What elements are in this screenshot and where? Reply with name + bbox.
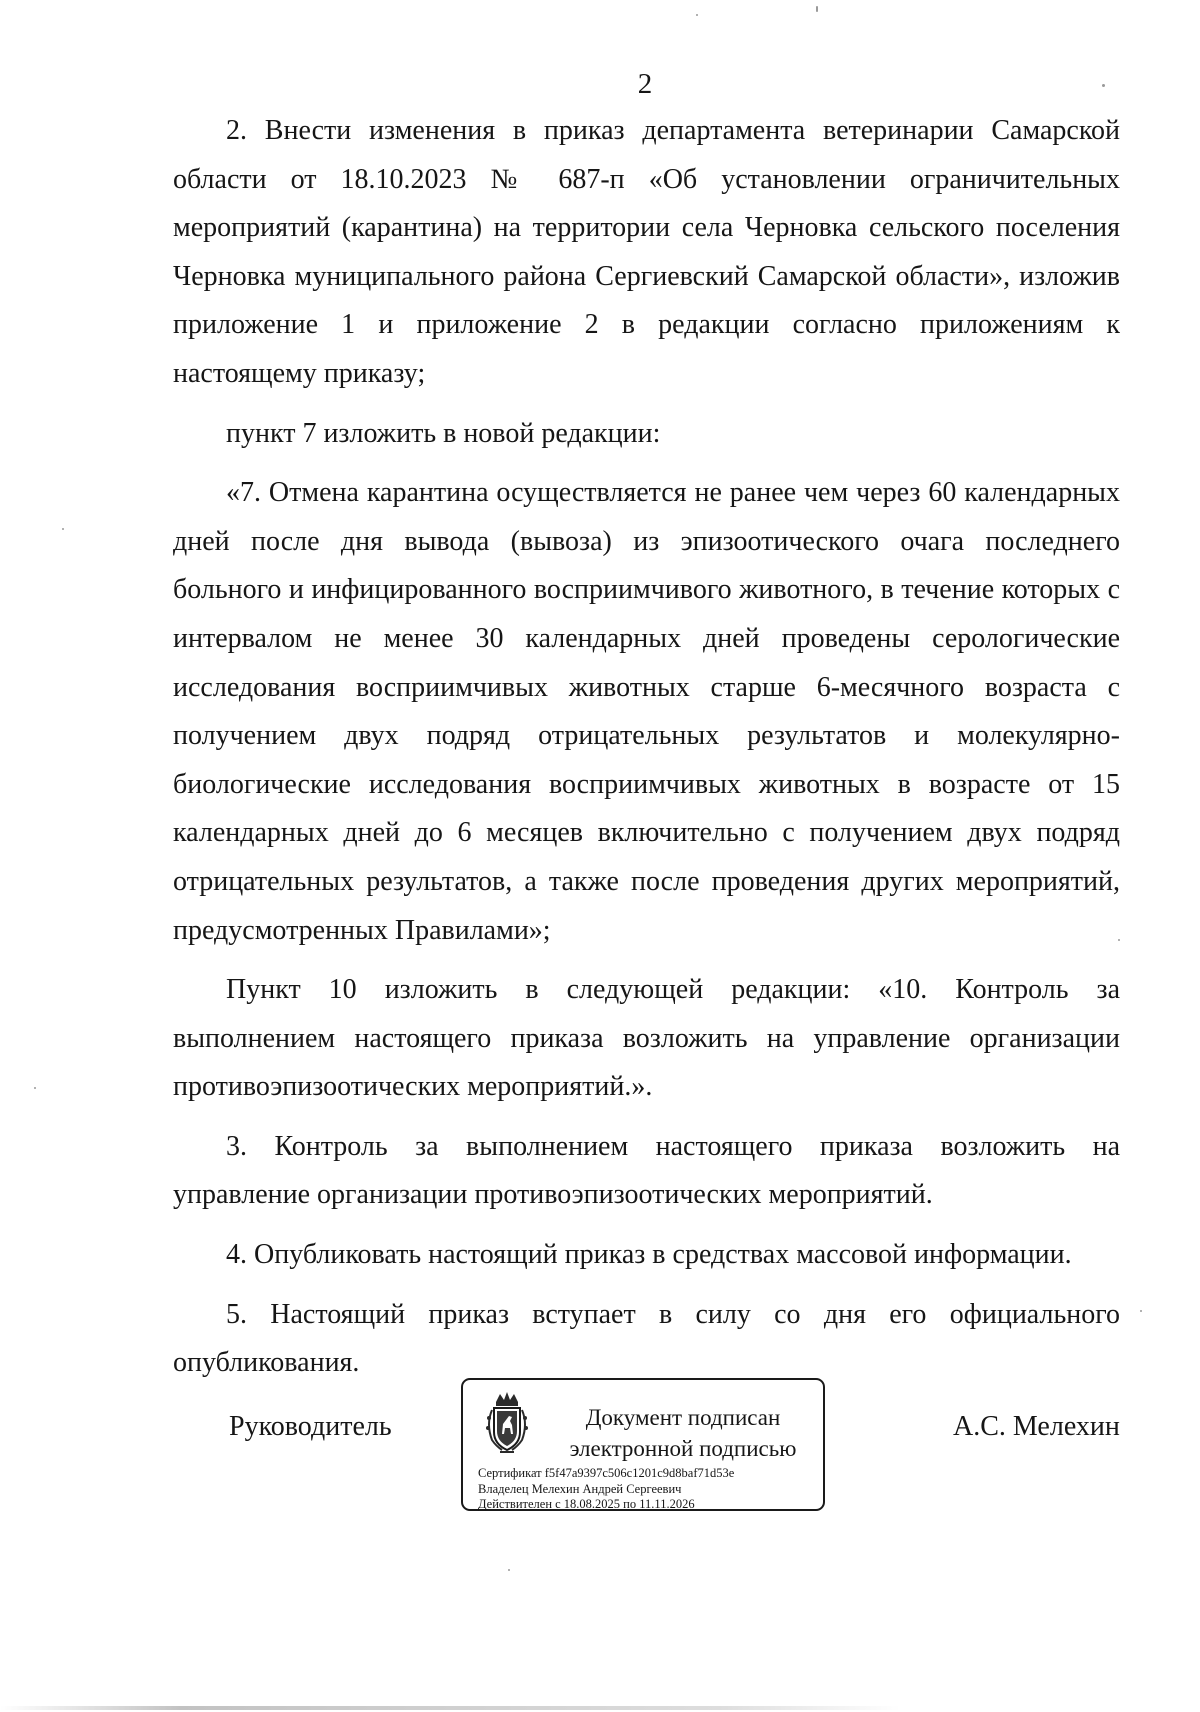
paragraph-effective: 5. Настоящий приказ вступает в силу со дня его официального опубликования. xyxy=(173,1298,1120,1379)
scan-speck xyxy=(1118,939,1120,941)
paragraph-amendment: 2. Внести изменения в приказ департамента ветеринарии Самарской области от 18.10.2023 № 687-п «Об установлении ограничительных мероприятий (карантина) на территории села Черновка сельского поселения Черновка муниципального района Сергиевский Самарской области», изложив приложение 1 и приложение 2 в редакции согласно приложениям к настоящему приказу; xyxy=(173,115,1120,389)
esign-title-line2: электронной подписью xyxy=(569,1436,797,1461)
signature-block xyxy=(0,1378,1200,1518)
paragraph-item10: Пункт 10 изложить в следующей редакции: «10. Контроль за выполнением настоящего приказа возложить на управление организации противоэпизоотических мероприятий.». xyxy=(173,974,1120,1103)
paragraph-item7-intro: пункт 7 изложить в новой редакции: xyxy=(226,417,661,449)
esign-certificate: Сертификат f5f47a9397c506c1201c9d8baf71d53e xyxy=(478,1466,735,1480)
esign-owner: Владелец Мелехин Андрей Сергеевич xyxy=(478,1481,682,1496)
scan-speck xyxy=(1102,84,1105,87)
document-body xyxy=(173,107,1120,1388)
samara-coat-of-arms-icon xyxy=(482,1390,532,1454)
scan-speck xyxy=(62,528,64,530)
esign-title-line1: Документ подписан xyxy=(585,1405,781,1430)
signatory-role: Руководитель xyxy=(229,1411,392,1442)
scan-speck xyxy=(696,14,698,16)
scan-speck xyxy=(816,6,818,12)
scan-speck xyxy=(1140,1310,1142,1312)
signatory-name: А.С. Мелехин xyxy=(953,1411,1120,1442)
paragraph-publish: 4. Опубликовать настоящий приказ в средствах массовой информации. xyxy=(226,1239,1072,1271)
esign-details xyxy=(478,1466,734,1513)
page-number: 2 xyxy=(637,68,653,100)
paragraph-item7-text: «7. Отмена карантина осуществляется не ранее чем через 60 календарных дней после дня вывода (вывоза) из эпизоотического очага последнего больного и инфицированного восприимчивого животного, в течение которых с интервалом не менее 30 календарных дней проведены серологические исследования восприимчивых животных старше 6-месячного возраста с получением двух подряд отрицательных результатов и молекулярно-биологические исследования восприимчивых животных в возрасте от 15 календарных дней до 6 месяцев включительно с получением двух подряд отрицательных результатов, а также после проведения других мероприятий, предусмотренных Правилами»; xyxy=(173,477,1120,946)
scan-speck xyxy=(508,1569,510,1571)
esign-title xyxy=(543,1402,823,1464)
scan-edge xyxy=(0,1706,900,1710)
paragraph-control: 3. Контроль за выполнением настоящего приказа возложить на управление организации противоэпизоотических мероприятий. xyxy=(173,1130,1120,1211)
scan-speck xyxy=(34,1087,36,1089)
esign-validity: Действителен с 18.08.2025 по 11.11.2026 xyxy=(478,1497,695,1511)
electronic-signature-stamp xyxy=(461,1378,825,1511)
